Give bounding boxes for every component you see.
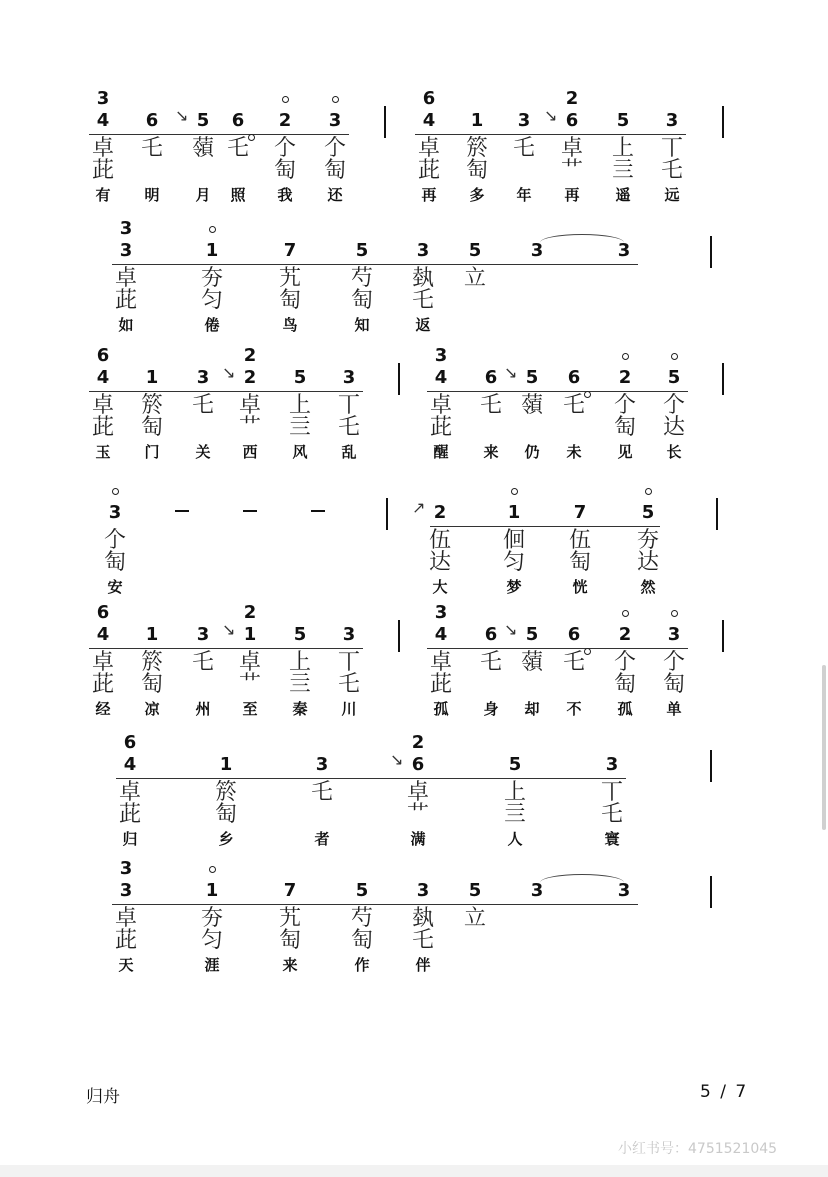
jianpu-number: 3 [517,110,531,131]
lyric-char: 返 [415,316,431,334]
lyric-char: 未 [566,443,582,461]
jianpu-number: 4 [96,110,110,131]
lyric-char: 年 [516,186,532,204]
jianpu-number: 6 [231,110,245,131]
beam-line [430,526,660,527]
guqin-tablature: 埶 乇 [411,906,434,953]
jianpu-number: 2 [278,110,292,131]
barline [384,106,386,138]
jianpu-number: 3 [530,880,544,901]
guqin-tablature: 䕘 [520,650,543,675]
jianpu-number: 6 [565,110,579,131]
lyric-char: 来 [483,443,499,461]
lyric-char: 伴 [415,956,431,974]
jianpu-number: 4 [96,624,110,645]
barline [710,876,712,908]
jianpu-number: 6 [484,624,498,645]
jianpu-number: 7 [283,240,297,261]
guqin-tablature: 立 [463,906,486,931]
octave-dot [622,610,629,617]
jianpu-number: 4 [434,624,448,645]
lyric-char: 关 [195,443,211,461]
lyric-char: 长 [666,443,682,461]
jianpu-number: 2 [618,624,632,645]
slide-mark: ↘ [222,363,236,382]
jianpu-number: 6 [567,367,581,388]
guqin-tablature: 𠆤 匋 [103,528,126,575]
lyric-char: 人 [507,830,523,848]
lyric-char: 风 [292,443,308,461]
chord-upper-number: 3 [119,218,133,239]
barline [710,750,712,782]
lyric-char: 大 [432,578,448,596]
lyric-char: 至 [242,700,258,718]
guqin-tablature: 卓 茈 [429,393,452,440]
octave-dot [511,488,518,495]
guqin-tablature: 箊 匋 [140,650,163,697]
jianpu-number: 5 [508,754,522,775]
guqin-tablature: 乇 [191,393,214,418]
lyric-char: 明 [144,186,160,204]
beam-line [116,778,626,779]
lyric-char: 经 [95,700,111,718]
slide-mark: ↘ [222,620,236,639]
jianpu-number: 5 [468,240,482,261]
slide-mark: ↘ [504,620,518,639]
beam-line [89,134,349,135]
lyric-char: 仍 [524,443,540,461]
beam-line [112,904,638,905]
lyric-char: 有 [95,186,111,204]
score-line [0,602,828,722]
jianpu-number: 3 [665,110,679,131]
lyric-char: 涯 [204,956,220,974]
lyric-char: 孤 [433,700,449,718]
jianpu-number: 6 [567,624,581,645]
octave-dot [209,866,216,873]
slide-mark: ↘ [544,106,558,125]
chord-upper-number: 3 [119,858,133,879]
guqin-tablature: 上 亖 [503,780,526,827]
guqin-tablature: 𠆤 匋 [273,136,296,183]
chord-upper-number: 6 [96,345,110,366]
lyric-char: 远 [664,186,680,204]
lyric-char: 如 [118,316,134,334]
jianpu-number: 5 [355,880,369,901]
guqin-tablature: 𠆤 匋 [323,136,346,183]
lyric-char: 遥 [615,186,631,204]
guqin-tablature: 夯 匀 [200,906,223,953]
lyric-char: 满 [410,830,426,848]
guqin-tablature: 䕘 [191,136,214,161]
lyric-char: 月 [195,186,211,204]
guqin-tablature: 丅 乇 [337,393,360,440]
barline [398,620,400,652]
lyric-char: 玉 [95,443,111,461]
jianpu-number: 1 [205,880,219,901]
guqin-tablature: 夯 达 [636,528,659,575]
guqin-tablature: 上 亖 [288,650,311,697]
jianpu-number: 5 [667,367,681,388]
rest-dash [243,510,257,512]
guqin-tablature: 乇 [479,650,502,675]
guqin-tablature: 上 亖 [288,393,311,440]
lyric-char: 门 [144,443,160,461]
lyric-char: 我 [277,186,293,204]
beam-line [89,648,363,649]
lyric-char: 鸟 [282,316,298,334]
lyric-char: 乱 [341,443,357,461]
lyric-char: 凉 [144,700,160,718]
chord-upper-number: 6 [96,602,110,623]
guqin-tablature: 乇 [226,136,249,161]
guqin-tablature: 箊 匋 [214,780,237,827]
chord-upper-number: 6 [422,88,436,109]
jianpu-number: 6 [145,110,159,131]
jianpu-number: 1 [470,110,484,131]
octave-dot [671,610,678,617]
jianpu-number: 1 [145,624,159,645]
beam-line [415,134,686,135]
guqin-tablature: 卓 艹 [238,393,261,440]
guqin-tablature: 卓 茈 [429,650,452,697]
lyric-char: 倦 [204,316,220,334]
page-number: 5 / 7 [700,1082,749,1102]
barline [716,498,718,530]
guqin-tablature: 上 亖 [611,136,634,183]
lyric-char: 不 [566,700,582,718]
chord-upper-number: 2 [243,345,257,366]
jianpu-number: 3 [617,880,631,901]
score-line [0,345,828,465]
lyric-char: 作 [354,956,370,974]
bottom-band [0,1165,828,1177]
lyric-char: 醒 [433,443,449,461]
guqin-tablature: 芍 匋 [350,906,373,953]
chord-upper-number: 3 [96,88,110,109]
jianpu-number: 5 [468,880,482,901]
lyric-char: 再 [564,186,580,204]
chord-upper-number: 3 [434,345,448,366]
jianpu-number: 5 [293,624,307,645]
score-line [0,218,828,338]
slide-mark: ↗ [412,498,426,517]
jianpu-number: 3 [196,624,210,645]
guqin-tablature: 卓 茈 [91,650,114,697]
jianpu-number: 3 [119,880,133,901]
jianpu-number: 3 [119,240,133,261]
jianpu-number: 2 [243,367,257,388]
jianpu-number: 3 [617,240,631,261]
guqin-tablature: 𠆤 匋 [662,650,685,697]
lyric-char: 还 [327,186,343,204]
lyric-char: 然 [640,578,656,596]
beam-line [427,648,688,649]
watermark: 小红书号：4751521045 [618,1141,778,1157]
beam-line [427,391,688,392]
beam-line [89,391,363,392]
guqin-tablature: 卓 艹 [560,136,583,183]
barline [722,106,724,138]
guqin-tablature: 埶 乇 [411,266,434,313]
score-line [0,732,828,852]
lyric-char: 西 [242,443,258,461]
guqin-tablature: 丅 乇 [660,136,683,183]
rest-dash [175,510,189,512]
lyric-char: 知 [354,316,370,334]
chord-upper-number: 2 [243,602,257,623]
chord-upper-number: 2 [565,88,579,109]
jianpu-number: 5 [525,624,539,645]
guqin-tablature: 卓 茈 [114,266,137,313]
rest-dash [311,510,325,512]
jianpu-number: 3 [416,240,430,261]
lyric-char: 川 [341,700,357,718]
chord-upper-number: 2 [411,732,425,753]
lyric-char: 孤 [617,700,633,718]
guqin-tablature: 乇 [140,136,163,161]
jianpu-number: 1 [507,502,521,523]
jianpu-number: 5 [196,110,210,131]
score-line [0,88,828,208]
lyric-char: 梦 [506,578,522,596]
chord-upper-number: 3 [434,602,448,623]
jianpu-number: 3 [605,754,619,775]
guqin-tablature: 卓 茈 [417,136,440,183]
octave-dot [282,96,289,103]
guqin-tablature: 夯 匀 [200,266,223,313]
lyric-char: 见 [617,443,633,461]
guqin-tablature: 伍 匋 [568,528,591,575]
barline [398,363,400,395]
jianpu-number: 3 [667,624,681,645]
lyric-char: 乡 [218,830,234,848]
slide-mark: ↘ [390,750,404,769]
jianpu-number: 5 [355,240,369,261]
jianpu-number: 6 [411,754,425,775]
barline [386,498,388,530]
jianpu-number: 3 [530,240,544,261]
score-line [0,480,828,600]
jianpu-number: 4 [123,754,137,775]
guqin-tablature: 卓 茈 [91,393,114,440]
lyric-char: 来 [282,956,298,974]
octave-dot [645,488,652,495]
guqin-tablature: 乇 [479,393,502,418]
guqin-tablature: 乇 [562,650,585,675]
beam-line [112,264,638,265]
guqin-tablature: 乇 [512,136,535,161]
lyric-char: 者 [314,830,330,848]
guqin-tablature: 卓 艹 [406,780,429,827]
guqin-tablature: 𠆤 匋 [613,650,636,697]
guqin-tablature: 丅 乇 [600,780,623,827]
lyric-char: 照 [230,186,246,204]
guqin-tablature: 卓 艹 [238,650,261,697]
guqin-tablature: 箊 匋 [465,136,488,183]
jianpu-number: 7 [283,880,297,901]
jianpu-number: 6 [484,367,498,388]
octave-dot [112,488,119,495]
octave-dot [209,226,216,233]
barline [722,363,724,395]
guqin-tablature: 艽 匋 [278,266,301,313]
jianpu-number: 3 [416,880,430,901]
jianpu-number: 3 [342,624,356,645]
octave-dot [622,353,629,360]
guqin-tablature: 佪 匀 [502,528,525,575]
guqin-tablature: 芍 匋 [350,266,373,313]
jianpu-number: 3 [315,754,329,775]
guqin-tablature: 卓 茈 [118,780,141,827]
guqin-tablature: 𠆤 达 [662,393,685,440]
guqin-tablature: 䕘 [520,393,543,418]
song-title: 归舟 [86,1087,120,1107]
lyric-char: 却 [524,700,540,718]
lyric-char: 归 [122,830,138,848]
jianpu-number: 1 [243,624,257,645]
octave-dot [332,96,339,103]
guqin-tablature: 乇 [562,393,585,418]
lyric-char: 寰 [604,830,620,848]
guqin-tablature: 卓 茈 [91,136,114,183]
lyric-char: 天 [118,956,134,974]
octave-dot [671,353,678,360]
lyric-char: 身 [483,700,499,718]
jianpu-number: 5 [616,110,630,131]
jianpu-number: 3 [328,110,342,131]
jianpu-number: 4 [434,367,448,388]
jianpu-number: 1 [219,754,233,775]
jianpu-number: 2 [433,502,447,523]
guqin-tablature: 丅 乇 [337,650,360,697]
lyric-char: 单 [666,700,682,718]
jianpu-number: 3 [342,367,356,388]
lyric-char: 恍 [572,578,588,596]
jianpu-number: 1 [205,240,219,261]
lyric-char: 秦 [292,700,308,718]
jianpu-number: 5 [641,502,655,523]
slide-mark: ↘ [175,106,189,125]
guqin-tablature: 箊 匋 [140,393,163,440]
barline [710,236,712,268]
guqin-tablature: 伍 达 [428,528,451,575]
jianpu-number: 5 [293,367,307,388]
jianpu-number: 4 [422,110,436,131]
lyric-char: 再 [421,186,437,204]
guqin-tablature: 乇 [310,780,333,805]
jianpu-number: 1 [145,367,159,388]
guqin-tablature: 卓 茈 [114,906,137,953]
jianpu-number: 5 [525,367,539,388]
guqin-tablature: 立 [463,266,486,291]
jianpu-number: 3 [108,502,122,523]
guqin-tablature: 𠆤 匋 [613,393,636,440]
lyric-char: 多 [469,186,485,204]
guqin-tablature: 艽 匋 [278,906,301,953]
lyric-char: 安 [107,578,123,596]
barline [722,620,724,652]
slide-mark: ↘ [504,363,518,382]
jianpu-number: 4 [96,367,110,388]
guqin-tablature: 乇 [191,650,214,675]
score-line [0,858,828,978]
jianpu-number: 3 [196,367,210,388]
jianpu-number: 2 [618,367,632,388]
lyric-char: 州 [195,700,211,718]
chord-upper-number: 6 [123,732,137,753]
jianpu-number: 7 [573,502,587,523]
